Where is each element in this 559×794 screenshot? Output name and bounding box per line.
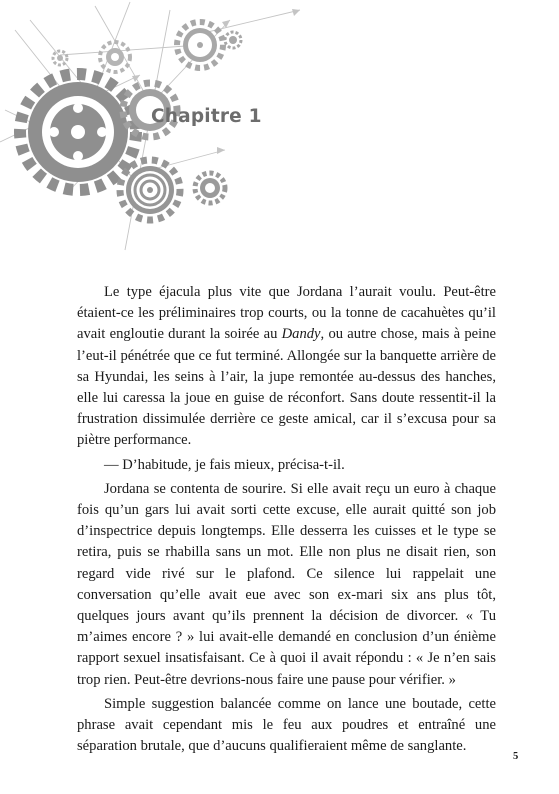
text-run: , ou autre chose, mais à peine l’eut-il pénétrée que ce fut terminé. Allongée sur la banquette arrière de sa Hyundai, les seins à l’air, la jupe remontée au-dessus des hanches, elle lui caressa la joue en guise de réconfort. Sans doute ressentit-il la frustration dissimulée derrière ce geste amical, car il s’excusa pour sa piètre performance. (77, 326, 496, 449)
gear-medium-top (177, 22, 223, 68)
text-run: — D’habitude, je fais mieux, précisa-t-il. (104, 456, 345, 473)
paragraph (77, 479, 496, 691)
body-text (77, 282, 496, 757)
gear-tiny-left (53, 51, 67, 65)
paragraph (77, 455, 496, 476)
gears-ornament (0, 0, 330, 260)
gear-tiny-top (225, 32, 241, 48)
page-number: 5 (513, 751, 519, 762)
gear-large (20, 74, 136, 190)
paragraph (77, 282, 496, 452)
text-run: Simple suggestion balancée comme on lance une boutade, cette phrase avait cependant mis le feu aux poudres et entraîné une séparation brutale, que d’aucuns qualifieraient même de sanglante. (77, 695, 496, 755)
paragraph (77, 694, 496, 758)
emphasis-text: Dandy (281, 326, 321, 343)
gear-small-right (195, 173, 225, 203)
chapter-title: Chapitre 1 (151, 106, 262, 127)
text-run: Jordana se contenta de sourire. Si elle avait reçu un euro à chaque fois qu’un gars lui avait sorti cette excuse, elle aurait quitté son job d’inspectrice depuis longtemps. Elle desserra les cuisses et le type se retira, puis se rhabilla sans un mot. Elle non plus ne disait rien, son regard vide rivé sur le plafond. Ce silence lui rappelait une conversation qu’elle avait eue avec son ex-mari six ans plus tôt, quelques jours avant qu’ils prennent la décision de divorcer. « Tu m’aimes encore ? » lui avait-elle demandé en conclusion d’un énième rapport sexuel insatisfaisant. Ce à quoi il avait répondu : « Je n’en sais trop rien. Peut-être devrions-nous faire une pause pour vérifier. » (77, 480, 496, 688)
gear-small-top (100, 42, 130, 72)
text-run: Le type éjacula plus vite que Jordana l’aurait voulu. Peut-être étaient-ce les préliminaires trop courts, ou la tonne de cacahuètes qu’il avait engloutie durant la soirée au (77, 284, 496, 343)
